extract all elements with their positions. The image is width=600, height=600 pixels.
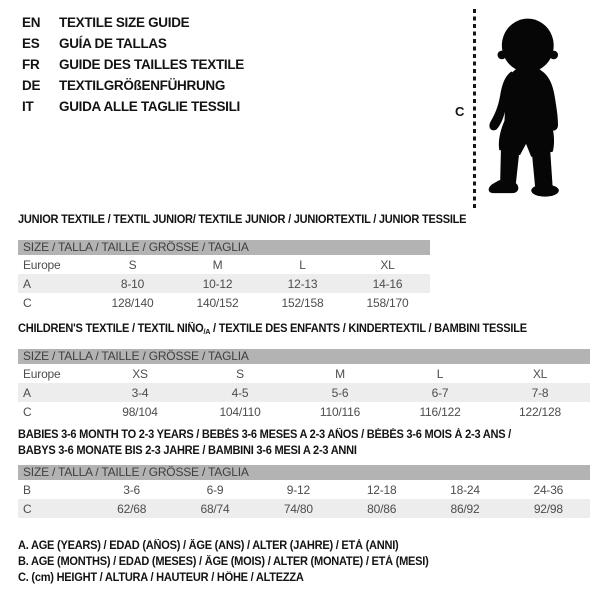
language-row-en xyxy=(22,12,244,33)
size-value-cell: 3-6 xyxy=(123,482,141,497)
size-header-bar: SIZE / TALLA / TAILLE / GRÖSSE / TAGLIA xyxy=(18,349,590,364)
table-title-line xyxy=(18,321,567,340)
table-row xyxy=(18,402,590,421)
size-value-cell: 68/74 xyxy=(200,501,230,516)
size-value-cell: 98/104 xyxy=(122,404,158,419)
size-value-cell: 18-24 xyxy=(450,482,480,497)
language-code: EN xyxy=(22,15,41,30)
size-value-cell: 12-18 xyxy=(366,482,397,497)
language-code: DE xyxy=(22,78,41,93)
size-value-cell: 6-9 xyxy=(206,482,224,497)
language-code: IT xyxy=(22,99,34,114)
table-title-text: BABIES 3-6 MONTH TO 2-3 YEARS / BEBÉS 3-6 MESES A 2-3 AÑOS / BÉBÉS 3-6 MOIS À 2-3 ANS / xyxy=(18,429,512,441)
babies-size-table xyxy=(18,465,590,518)
table-row xyxy=(18,255,430,274)
childrens-table-title xyxy=(18,321,567,340)
note-age-years: A. AGE (YEARS) / EDAD (AÑOS) / ÂGE (ANS) / ALTER (JAHRE) / ETÀ (ANNI) xyxy=(18,540,399,552)
size-value-cell: 140/152 xyxy=(196,295,239,310)
table-title-line xyxy=(18,427,567,443)
childrens-textile-section xyxy=(18,321,590,421)
legend-notes xyxy=(18,538,446,586)
language-row-it xyxy=(22,96,244,117)
row-label: A xyxy=(23,385,31,400)
size-value-cell: XL xyxy=(532,366,548,381)
table-title-text: JUNIOR TEXTILE / TEXTIL JUNIOR/ TEXTILE JUNIOR / JUNIORTEXTIL / JUNIOR TESSILE xyxy=(18,214,467,226)
size-value-cell: 80/86 xyxy=(367,501,397,516)
size-value-cell: 104/110 xyxy=(219,404,261,419)
row-label: C xyxy=(23,295,32,310)
size-value-cell: S xyxy=(236,366,244,381)
language-row-de xyxy=(22,75,244,96)
size-value-cell: L xyxy=(436,366,444,381)
size-value-cell: 4-5 xyxy=(231,385,249,400)
table-title-text: CHILDREN'S TEXTILE / TEXTIL NIÑO xyxy=(18,323,204,335)
size-value-cell: 86/92 xyxy=(450,501,480,516)
guide-title-it: GUIDA ALLE TAGLIE TESSILI xyxy=(59,99,240,114)
size-value-cell: 8-10 xyxy=(120,276,145,291)
table-title-text: / TEXTILE DES ENFANTS / KINDERTEXTIL / BAMBINI TESSILE xyxy=(210,323,527,335)
size-value-cell: S xyxy=(128,257,137,272)
size-value-cell: 116/122 xyxy=(419,404,461,419)
size-value-cell: 122/128 xyxy=(519,404,561,419)
language-code: FR xyxy=(22,57,40,72)
babies-textile-section xyxy=(18,427,590,518)
table-title-text: BABYS 3-6 MONATE BIS 2-3 JAHRE / BAMBINI 3-6 MESI A 2-3 ANNI xyxy=(18,445,357,457)
size-value-cell: 7-8 xyxy=(531,385,549,400)
size-value-cell: XS xyxy=(132,366,148,381)
size-header-bar: SIZE / TALLA / TAILLE / GRÖSSE / TAGLIA xyxy=(18,465,590,480)
row-label: B xyxy=(23,482,31,497)
note-height-cm: C. (cm) HEIGHT / ALTURA / HAUTEUR / HÖHE / ALTEZZA xyxy=(18,572,304,584)
table-title-line xyxy=(18,212,467,228)
size-value-cell: 14-16 xyxy=(372,276,403,291)
row-label: Europe xyxy=(23,366,61,381)
height-measure-label: C xyxy=(455,104,465,119)
language-row-fr xyxy=(22,54,244,75)
size-value-cell: M xyxy=(212,257,223,272)
junior-table-title xyxy=(18,212,467,228)
guide-title-de: TEXTILGRÖßENFÜHRUNG xyxy=(59,78,226,93)
size-header-bar: SIZE / TALLA / TAILLE / GRÖSSE / TAGLIA xyxy=(18,240,430,255)
table-row xyxy=(18,274,430,293)
title-subscript: /A xyxy=(203,327,211,336)
table-row xyxy=(18,480,590,499)
size-value-cell: M xyxy=(335,366,345,381)
junior-textile-section xyxy=(18,212,467,312)
junior-size-table xyxy=(18,240,430,312)
childrens-size-table xyxy=(18,349,590,421)
table-row xyxy=(18,383,590,402)
height-measure-dotted-line xyxy=(473,9,476,208)
table-row xyxy=(18,293,430,312)
size-value-cell: 9-12 xyxy=(286,482,310,497)
size-value-cell: 10-12 xyxy=(202,276,233,291)
size-value-cell: 158/170 xyxy=(366,295,409,310)
size-value-cell: 5-6 xyxy=(331,385,349,400)
size-value-cell: 24-36 xyxy=(533,482,564,497)
size-value-cell: 62/68 xyxy=(117,501,147,516)
row-label: A xyxy=(23,276,31,291)
babies-table-title xyxy=(18,427,567,459)
size-value-cell: 3-4 xyxy=(131,385,149,400)
row-label: Europe xyxy=(23,257,61,272)
toddler-silhouette-icon xyxy=(482,6,577,211)
size-value-cell: 110/116 xyxy=(319,404,361,419)
size-value-cell: XL xyxy=(380,257,395,272)
size-value-cell: 128/140 xyxy=(111,295,154,310)
note-age-months: B. AGE (MONTHS) / EDAD (MESES) / ÂGE (MOIS) / ALTER (MONATE) / ETÀ (MESI) xyxy=(18,556,429,568)
table-title-line xyxy=(18,443,567,459)
row-label: C xyxy=(23,501,32,516)
guide-title-en: TEXTILE SIZE GUIDE xyxy=(59,15,190,30)
guide-title-fr: GUIDE DES TAILLES TEXTILE xyxy=(59,57,245,72)
size-value-cell: 92/98 xyxy=(533,501,563,516)
table-body xyxy=(18,364,590,421)
guide-title-es: GUÍA DE TALLAS xyxy=(59,36,167,51)
size-value-cell: L xyxy=(299,257,306,272)
size-value-cell: 12-13 xyxy=(287,276,318,291)
table-row xyxy=(18,364,590,383)
table-body xyxy=(18,255,430,312)
language-title-list xyxy=(22,12,244,117)
table-body xyxy=(18,480,590,518)
size-value-cell: 152/158 xyxy=(281,295,324,310)
size-value-cell: 74/80 xyxy=(283,501,313,516)
size-value-cell: 6-7 xyxy=(431,385,449,400)
language-row-es xyxy=(22,33,244,54)
language-code: ES xyxy=(22,36,40,51)
table-row xyxy=(18,499,590,518)
row-label: C xyxy=(23,404,32,419)
